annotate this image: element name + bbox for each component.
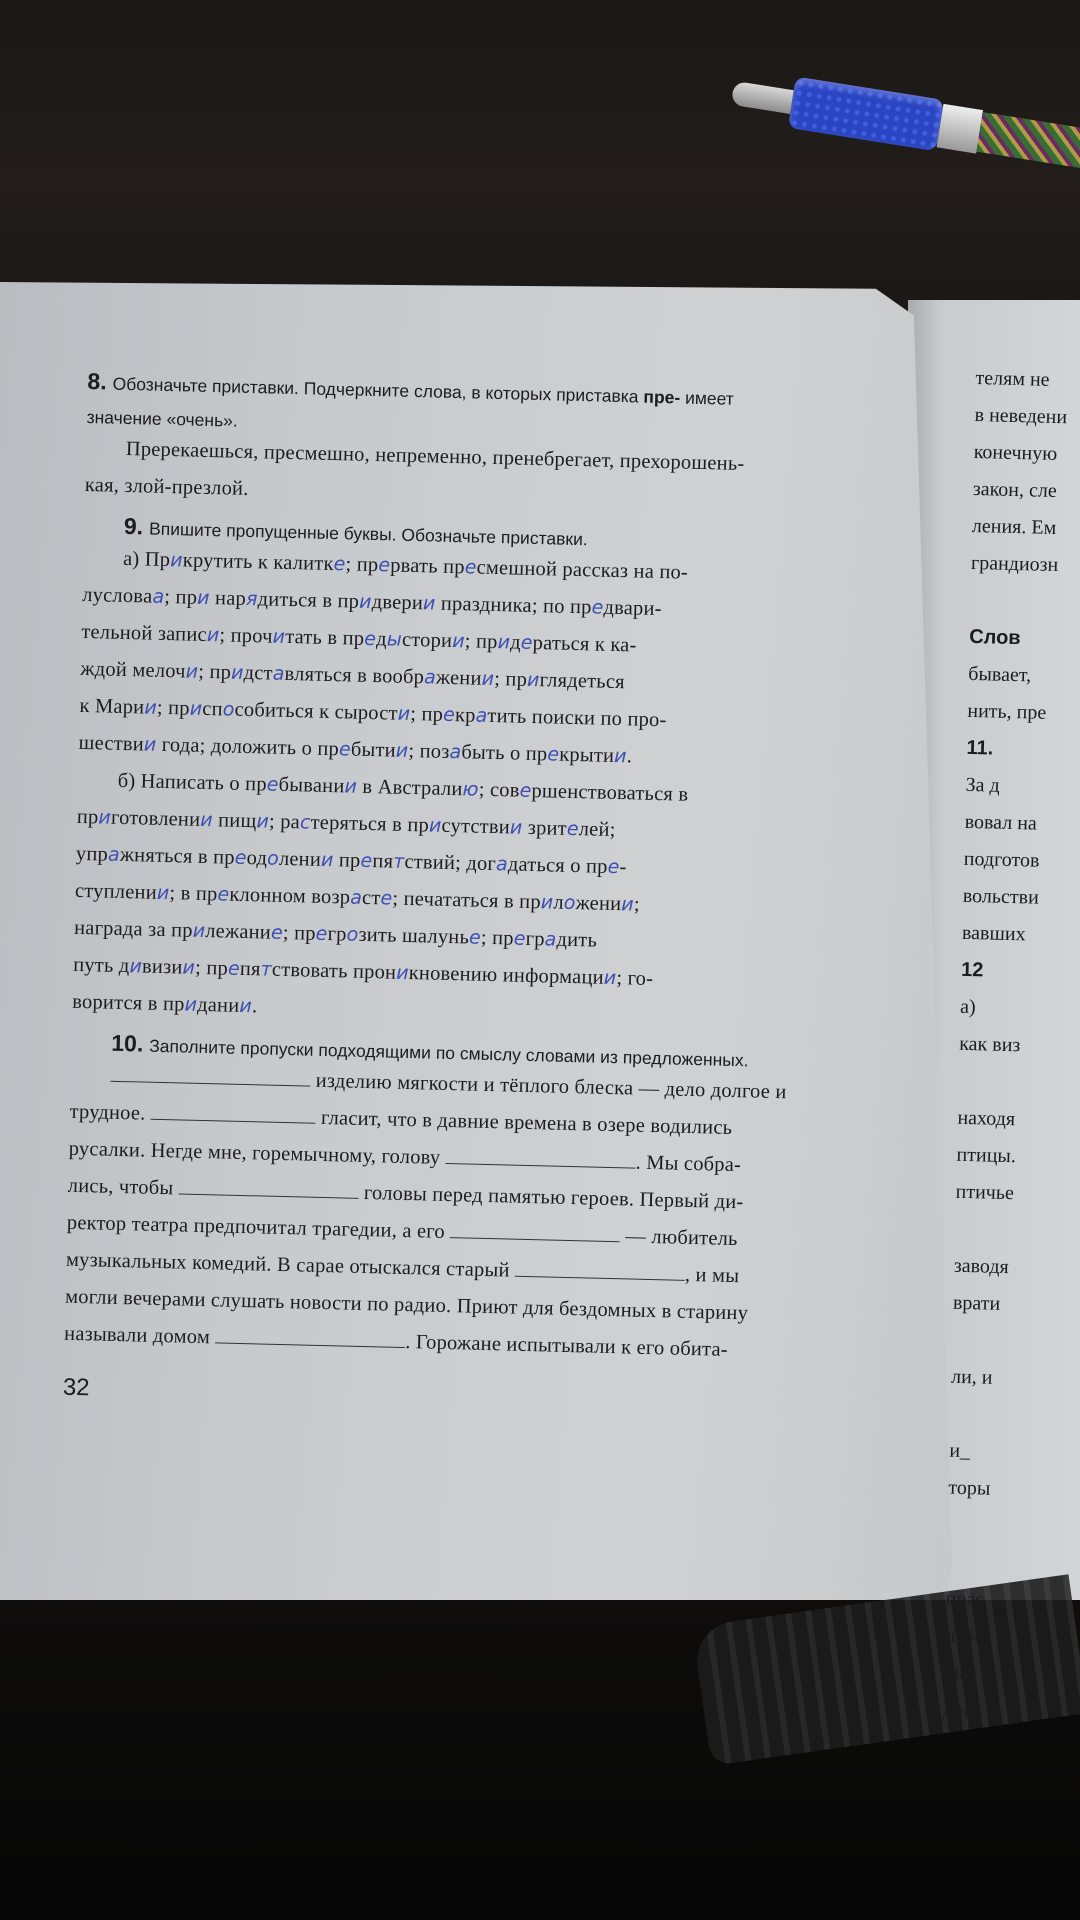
right-page-line: нить, пре	[967, 699, 1047, 724]
printed-text: визи	[141, 955, 183, 979]
handwritten-letter: е	[315, 922, 328, 946]
printed-text: ствий; дог	[404, 850, 497, 876]
printed-text: ; в пр	[169, 882, 218, 906]
printed-text: к Мари	[79, 694, 145, 719]
printed-text: ; пр	[464, 630, 498, 654]
handwritten-letter: и	[526, 668, 540, 692]
handwritten-letter: и	[256, 810, 270, 833]
printed-text: тить поиски по про-	[487, 704, 667, 732]
handwritten-letter: а	[272, 662, 285, 685]
printed-text: гласит, что в давние времена в озере водились	[315, 1106, 733, 1139]
printed-text: лени	[278, 847, 322, 871]
handwritten-letter: и	[129, 955, 143, 978]
printed-text: дст	[243, 661, 274, 685]
printed-text: . Горожане испытывали к его обита-	[405, 1331, 729, 1361]
handwritten-letter: и	[156, 881, 170, 905]
printed-text: ствовать прон	[271, 958, 397, 984]
handwritten-letter: и	[603, 966, 617, 990]
handwritten-letter: и	[182, 956, 196, 979]
right-page-line: подготов	[963, 847, 1040, 872]
printed-text: рвать пр	[389, 554, 465, 579]
right-page-line: вавших	[961, 921, 1026, 946]
printed-text: гр	[327, 923, 347, 946]
printed-text: быти	[350, 738, 397, 762]
printed-text: ; пр	[164, 585, 198, 609]
handwritten-letter: а	[349, 886, 363, 909]
printed-text: тать в пр	[284, 625, 365, 650]
pen-body	[976, 112, 1080, 177]
handwritten-letter: и	[344, 775, 358, 798]
printed-text: зить шалунь	[358, 923, 470, 949]
handwritten-letter: и	[144, 696, 158, 719]
right-page-line: врати	[952, 1291, 1001, 1315]
handwritten-letter: е	[378, 554, 391, 577]
printed-text: праздника; по пр	[435, 592, 592, 619]
task-8-text-line: Пререкаешься, пресмешно, непременно, пренебрегает, прехорошень-	[125, 437, 745, 476]
right-page-line: За д	[965, 773, 1000, 797]
printed-text: гр	[525, 927, 545, 951]
right-page-line: как виз	[959, 1032, 1021, 1057]
task-instruction: Заполните пропуски подходящими по смыслу словами из предложенных.	[149, 1035, 749, 1071]
printed-text: -	[619, 856, 627, 879]
handwritten-letter: а	[152, 585, 165, 608]
handwritten-letter: и	[451, 629, 466, 653]
printed-text: путь д	[72, 953, 130, 978]
right-page-line: конечную	[973, 440, 1058, 466]
printed-text: ждой мелоч	[80, 657, 186, 683]
handwritten-letter: а	[495, 853, 509, 876]
printed-text: глядеться	[539, 669, 626, 694]
answer-blank[interactable]	[110, 1080, 310, 1087]
printed-text: — любитель	[619, 1225, 738, 1251]
handwritten-letter: и	[189, 697, 203, 720]
printed-text: л	[553, 891, 565, 914]
printed-text: нар	[209, 587, 247, 610]
printed-text: ; го-	[616, 967, 654, 990]
printed-text: клонном возр	[229, 883, 351, 909]
printed-text: раться к ка-	[532, 631, 637, 657]
printed-text: называли домом	[63, 1322, 216, 1349]
handwritten-letter: и	[206, 623, 220, 647]
printed-text: жени	[435, 666, 482, 690]
handwritten-letter: и	[621, 893, 635, 916]
right-page-line: 12	[960, 958, 984, 982]
pen-tip	[731, 81, 794, 114]
handwritten-letter: и	[184, 993, 198, 1016]
handwritten-letter: а	[544, 928, 557, 951]
task-8-text-line: кая, злой-презлой.	[84, 473, 249, 500]
handwritten-letter: и	[272, 625, 286, 648]
printed-text: собиться к сырост	[234, 698, 398, 725]
handwritten-letter: я	[245, 587, 258, 611]
printed-text: ; пр	[493, 668, 528, 691]
task-number: 9.	[123, 512, 144, 540]
handwritten-letter: е	[333, 553, 346, 576]
printed-text: . Мы собра-	[635, 1151, 742, 1177]
printed-text: смешной рассказ на по-	[476, 556, 689, 584]
printed-text: ; пр	[345, 553, 379, 577]
right-page-line	[947, 1507, 1052, 1547]
handwritten-letter: а	[449, 740, 462, 764]
handwritten-letter: а	[107, 843, 121, 866]
handwritten-letter: и	[395, 739, 409, 762]
right-page-line: находя	[957, 1106, 1016, 1131]
handwritten-letter: т	[260, 958, 273, 981]
handwritten-letter: и	[613, 744, 627, 768]
handwritten-letter: е	[227, 957, 241, 980]
handwritten-letter: е	[234, 846, 247, 870]
handwritten-letter: и	[481, 667, 495, 691]
right-page-line: ный	[944, 1624, 980, 1648]
printed-text: б) Написать о пр	[117, 769, 268, 796]
right-page-line: телям не	[975, 366, 1050, 391]
handwritten-letter: и	[98, 806, 112, 829]
answer-blank[interactable]	[215, 1341, 405, 1348]
right-page-line: ли, и	[950, 1365, 993, 1389]
handwritten-letter: и	[320, 848, 334, 872]
printed-text: головы перед памятью героев. Первый ди-	[358, 1181, 744, 1214]
printed-text: двери	[371, 591, 424, 615]
printed-text: в Австрали	[356, 775, 463, 801]
right-page-line: бывает,	[968, 662, 1032, 687]
handwritten-letter: и	[196, 586, 210, 610]
task-10-text	[64, 1057, 891, 1373]
printed-text: награда за пр	[73, 916, 193, 942]
printed-text: бывани	[278, 773, 345, 798]
right-page-line: грандиозн	[970, 551, 1059, 577]
printed-text: теряться в пр	[310, 811, 430, 837]
printed-text: лусловa	[81, 583, 153, 608]
printed-text: од	[246, 847, 268, 870]
handwritten-letter: ы	[386, 628, 403, 651]
printed-text: , и мы	[684, 1263, 740, 1288]
printed-text: сутстви	[441, 814, 511, 839]
task-instruction: Обозначьте приставки. Подчеркните слова, в которых приставка	[112, 373, 644, 407]
printed-text: крыти	[558, 743, 615, 767]
right-page-line: в неведени	[974, 403, 1068, 429]
printed-text: готовлени	[110, 806, 201, 831]
printed-text: ст	[361, 886, 381, 910]
handwritten-letter: е	[363, 627, 377, 651]
handwritten-letter: е	[270, 921, 284, 944]
right-page-line: заводя	[953, 1254, 1010, 1279]
handwritten-letter: и	[230, 661, 244, 684]
printed-text: д	[375, 628, 388, 651]
printed-text: ; пр	[282, 921, 316, 945]
printed-text: пя	[372, 850, 394, 873]
printed-text: ; пр	[197, 660, 232, 684]
handwritten-letter: е	[464, 556, 477, 579]
prefix-pre: пре-	[643, 386, 681, 408]
right-page-line: 11.	[966, 736, 994, 760]
right-page-line	[952, 1322, 1057, 1362]
printed-text: ; пр	[480, 926, 515, 950]
task-9-part-b	[72, 762, 898, 1041]
handwritten-letter: е	[519, 779, 532, 802]
right-page-line: закон, сле	[972, 477, 1058, 503]
printed-text: ; проч	[219, 624, 273, 648]
task-instruction: Впишите пропущенные буквы. Обозначьте приставки.	[148, 518, 588, 550]
task-8-heading-line2: значение «очень».	[86, 406, 239, 431]
handwritten-letter: е	[468, 926, 482, 949]
right-page-line: и_	[949, 1439, 971, 1463]
right-page-line	[954, 1211, 1059, 1251]
handwritten-letter: о	[222, 698, 235, 721]
answer-blank[interactable]	[450, 1236, 620, 1242]
printed-text: лись, чтобы	[67, 1174, 179, 1200]
printed-text: ; ра	[268, 810, 301, 834]
right-page-line: ления. Ем	[971, 514, 1057, 540]
answer-blank[interactable]	[151, 1118, 316, 1124]
right-page-line: птицы.	[956, 1143, 1017, 1168]
task-number: 10.	[111, 1029, 144, 1057]
handwritten-letter: е	[442, 703, 456, 727]
printed-text: ; сов	[478, 778, 520, 802]
handwritten-letter: и	[143, 733, 157, 756]
printed-text: а) Пр	[122, 547, 171, 572]
printed-text: стори	[401, 628, 453, 652]
handwritten-letter: о	[346, 923, 359, 946]
handwritten-letter: и	[428, 814, 442, 837]
printed-text: быть о пр	[461, 741, 548, 766]
handwritten-letter: е	[513, 927, 526, 950]
handwritten-letter: е	[566, 817, 580, 841]
printed-text: пр	[76, 805, 99, 829]
printed-text: кновению информаци	[408, 962, 605, 989]
handwritten-letter: е	[607, 855, 620, 879]
right-page-line: вовал на	[964, 810, 1038, 835]
handwritten-letter: и	[497, 631, 511, 654]
answer-blank[interactable]	[179, 1192, 359, 1198]
printed-text: дить	[556, 928, 598, 952]
printed-text: лей;	[578, 818, 616, 842]
handwritten-letter: е	[547, 743, 560, 766]
printed-text: жени	[575, 892, 622, 916]
task-instruction-cont: имеет	[680, 387, 735, 409]
printed-text: музыкальных комедий. В сарае отыскался старый	[65, 1248, 516, 1282]
handwritten-letter: и	[185, 660, 199, 683]
printed-text: шестви	[78, 731, 145, 756]
answer-blank[interactable]	[445, 1162, 635, 1169]
handwritten-letter: и	[422, 592, 436, 615]
printed-text: ршенствоваться в	[531, 779, 689, 806]
printed-text: диться в пр	[257, 588, 360, 613]
printed-text: могли вечерами слушать новости по радио. Приют для бездомных в старину	[64, 1285, 749, 1325]
printed-text: .	[626, 745, 633, 768]
printed-text: ; пр	[156, 696, 191, 720]
task-9-part-a	[78, 540, 903, 782]
handwritten-letter: а	[475, 704, 488, 727]
printed-text: ; поз	[408, 739, 450, 763]
handwritten-letter: е	[266, 773, 279, 796]
printed-text: года; доложить о пр	[156, 733, 340, 761]
task-number: 8.	[87, 367, 107, 395]
printed-text: ; пр	[410, 702, 444, 726]
handwritten-letter: и	[169, 549, 184, 572]
handwritten-letter: о	[266, 847, 280, 870]
answer-blank[interactable]	[515, 1275, 685, 1281]
handwritten-letter: е	[360, 849, 373, 873]
right-page-line: птичье	[955, 1180, 1015, 1205]
handwritten-letter: и	[397, 702, 411, 725]
printed-text: крутить к калитк	[182, 549, 334, 576]
printed-text: изделию мягкости и тёплого блеска — дело долгое и	[310, 1069, 787, 1104]
printed-text: трудное.	[69, 1100, 152, 1125]
handwritten-letter: о	[563, 891, 576, 915]
handwritten-letter: и	[200, 808, 214, 832]
right-page-line: дош	[942, 1698, 979, 1722]
handwritten-letter: е	[380, 887, 393, 910]
handwritten-letter: и	[239, 994, 253, 1018]
handwritten-letter: с	[299, 811, 311, 834]
printed-text: кр	[454, 704, 476, 727]
handwritten-letter: и	[358, 590, 372, 614]
workbook-page-content	[62, 360, 907, 1426]
printed-text: зрит	[522, 816, 568, 840]
printed-text: д	[509, 631, 522, 654]
handwritten-letter: и	[509, 816, 523, 839]
handwritten-letter: е	[591, 596, 604, 619]
handwritten-letter: е	[520, 631, 533, 654]
right-page-line	[970, 582, 1075, 622]
pen-grip	[788, 76, 944, 151]
handwritten-letter: т	[392, 850, 405, 873]
right-page-line: торы	[948, 1476, 991, 1500]
handwritten-letter: е	[338, 738, 352, 761]
handwritten-letter: е	[217, 883, 230, 906]
printed-text: пр	[333, 849, 361, 872]
right-page-line	[946, 1544, 1051, 1584]
handwritten-letter: и	[540, 891, 554, 914]
handwritten-letter: и	[395, 961, 410, 985]
printed-text: ; пр	[194, 956, 229, 980]
printed-text: пищ	[212, 809, 257, 833]
printed-text: даться о пр	[507, 853, 608, 878]
right-page-line	[950, 1396, 1055, 1436]
right-page-line: Слов	[968, 625, 1021, 650]
printed-text: ; печататься в пр	[392, 887, 542, 914]
right-page-line: прас	[945, 1587, 985, 1611]
printed-text: тельной запис	[81, 620, 208, 646]
page-number: 32	[62, 1373, 90, 1402]
printed-text: вляться в вообр	[284, 662, 425, 689]
printed-text: русалки. Негде мне, горемычному, голову	[68, 1137, 446, 1169]
printed-text: упр	[75, 842, 109, 866]
right-page-line: вольстви	[962, 884, 1040, 909]
printed-text: жняться в пр	[119, 843, 236, 869]
printed-text: ректор театра предпочитал трагедии, а его	[66, 1211, 451, 1244]
right-page-line: лых	[943, 1661, 978, 1685]
handwritten-letter: и	[192, 919, 206, 943]
printed-text: ступлени	[74, 879, 158, 904]
printed-text: лежани	[205, 920, 272, 944]
printed-text: двари-	[603, 596, 662, 621]
printed-text: .	[251, 995, 258, 1018]
printed-text: пя	[239, 957, 261, 981]
right-page-line: а)	[959, 995, 977, 1019]
printed-text: ворится в пр	[72, 990, 185, 1016]
right-page-line	[958, 1063, 1063, 1103]
pen-ring	[937, 104, 983, 154]
printed-text: дани	[196, 993, 240, 1017]
printed-text: сп	[202, 697, 224, 721]
handwritten-letter: а	[423, 666, 437, 689]
handwritten-letter: ю	[462, 778, 480, 801]
printed-text: ;	[633, 893, 641, 916]
